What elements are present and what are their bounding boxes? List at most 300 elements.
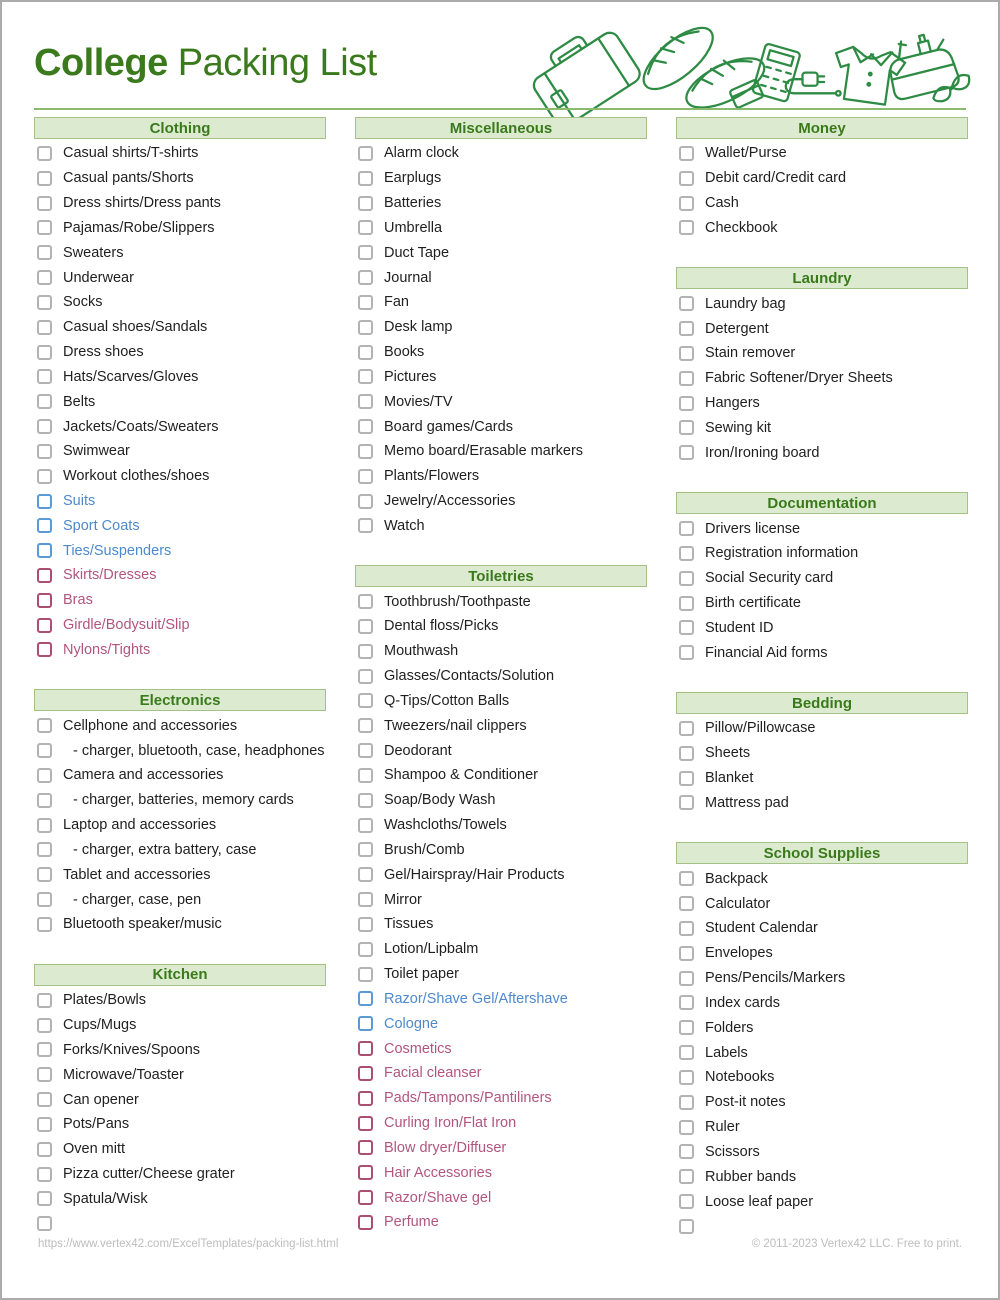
checkbox[interactable] — [358, 693, 373, 708]
section-items — [676, 516, 968, 665]
item-label: Lotion/Lipbalm — [384, 941, 479, 958]
item-label: Registration information — [705, 545, 859, 562]
checkbox[interactable] — [679, 721, 694, 736]
item-brush-comb — [355, 838, 647, 863]
checkbox[interactable] — [37, 295, 52, 310]
item-mattress-pad — [676, 791, 968, 816]
checkbox[interactable] — [358, 1215, 373, 1230]
checkbox[interactable] — [679, 1169, 694, 1184]
item-label: Board games/Cards — [384, 418, 513, 435]
checkbox[interactable] — [358, 644, 373, 659]
checkbox[interactable] — [358, 196, 373, 211]
item-label: Pizza cutter/Cheese grater — [63, 1166, 235, 1183]
item-label: Pots/Pans — [63, 1116, 130, 1133]
item-label: Social Security card — [705, 570, 834, 587]
section-header — [676, 692, 968, 714]
checkbox[interactable] — [358, 270, 373, 285]
item-label: Jackets/Coats/Sweaters — [63, 418, 219, 435]
item-label: Soap/Body Wash — [384, 792, 496, 809]
suitcase-icon — [523, 18, 643, 130]
item-sheets — [676, 741, 968, 766]
checkbox[interactable] — [37, 892, 52, 907]
item-label: Q-Tips/Cotton Balls — [384, 692, 510, 709]
item-lotion-lipbalm — [355, 937, 647, 962]
checkbox[interactable] — [358, 842, 373, 857]
checkbox[interactable] — [37, 518, 52, 533]
section-title: Money — [798, 119, 846, 137]
item-label: Ruler — [705, 1119, 740, 1136]
checkbox[interactable] — [679, 1120, 694, 1135]
item-label: - charger, bluetooth, case, headphones — [73, 742, 325, 759]
item-pictures — [355, 364, 647, 389]
item-casual-pants-shorts — [34, 166, 326, 191]
item-label: - charger, case, pen — [73, 891, 202, 908]
item-label: Backpack — [705, 870, 768, 887]
item-toothbrush-toothpaste — [355, 589, 647, 614]
checkbox[interactable] — [358, 818, 373, 833]
checkbox[interactable] — [37, 171, 52, 186]
item-label: - charger, extra battery, case — [73, 841, 257, 858]
item-label: Deodorant — [384, 742, 452, 759]
item-tissues — [355, 912, 647, 937]
item-calculator — [676, 891, 968, 916]
item-cups-mugs — [34, 1013, 326, 1038]
item-label: Microwave/Toaster — [63, 1066, 184, 1083]
item-label: Toilet paper — [384, 966, 459, 983]
item-sweaters — [34, 240, 326, 265]
checkbox[interactable] — [679, 795, 694, 810]
checkbox[interactable] — [679, 871, 694, 886]
section-items — [34, 988, 326, 1236]
column-3 — [676, 117, 968, 1266]
checkbox[interactable] — [358, 1165, 373, 1180]
checkbox[interactable] — [37, 993, 52, 1008]
item-label: Skirts/Dresses — [63, 567, 157, 584]
item-registration-information — [676, 541, 968, 566]
checkbox[interactable] — [679, 296, 694, 311]
checkbox[interactable] — [358, 295, 373, 310]
item-label: Brush/Comb — [384, 841, 465, 858]
checkbox[interactable] — [37, 1117, 52, 1132]
checkbox[interactable] — [37, 867, 52, 882]
section-title: Miscellaneous — [449, 119, 553, 137]
item-label: Folders — [705, 1019, 754, 1036]
section-header — [34, 689, 326, 711]
checkbox[interactable] — [679, 1194, 694, 1209]
item-spatula-wisk — [34, 1186, 326, 1211]
checkbox[interactable] — [37, 444, 52, 459]
checkbox[interactable] — [679, 1045, 694, 1060]
checkbox[interactable] — [37, 196, 52, 211]
checkbox[interactable] — [358, 146, 373, 161]
section-items — [34, 713, 326, 936]
section-header — [355, 565, 647, 587]
checkbox[interactable] — [358, 917, 373, 932]
checkbox[interactable] — [679, 921, 694, 936]
checkbox[interactable] — [679, 1070, 694, 1085]
section-header — [34, 117, 326, 139]
glasses-icon — [929, 73, 973, 104]
checkbox[interactable] — [37, 1092, 52, 1107]
copyright-text: © 2011-2023 Vertex42 LLC. Free to print. — [751, 1238, 962, 1250]
checkbox[interactable] — [679, 1219, 694, 1234]
checkbox[interactable] — [358, 594, 373, 609]
item-pizza-cutter-cheese-grater — [34, 1162, 326, 1187]
item-backpack — [676, 866, 968, 891]
item-charger-batteries-memory-cards — [34, 788, 326, 813]
checkbox[interactable] — [679, 645, 694, 660]
section-items — [676, 291, 968, 465]
checkbox[interactable] — [679, 971, 694, 986]
item-label: Desk lamp — [384, 319, 453, 336]
item-label: Notebooks — [705, 1069, 775, 1086]
checkbox[interactable] — [37, 220, 52, 235]
checkbox[interactable] — [37, 245, 52, 260]
checkbox[interactable] — [679, 521, 694, 536]
checkbox[interactable] — [37, 917, 52, 932]
checkbox[interactable] — [679, 220, 694, 235]
item-charger-extra-battery-case — [34, 838, 326, 863]
checkbox[interactable] — [37, 1216, 52, 1231]
item-watch — [355, 513, 647, 538]
item-label: Mouthwash — [384, 643, 459, 660]
checkbox[interactable] — [37, 345, 52, 360]
item-ties-suspenders — [34, 538, 326, 563]
item-label: Casual pants/Shorts — [63, 170, 194, 187]
item-label: Watch — [384, 517, 425, 534]
item-hats-scarves-gloves — [34, 364, 326, 389]
item-fan — [355, 290, 647, 315]
checkbox[interactable] — [358, 369, 373, 384]
column-2 — [355, 117, 647, 1262]
section-items — [34, 141, 326, 662]
item-camera-and-accessories — [34, 763, 326, 788]
item-label: Birth certificate — [705, 595, 801, 611]
checkbox[interactable] — [358, 320, 373, 335]
item-skirts-dresses — [34, 563, 326, 588]
checkbox[interactable] — [358, 494, 373, 509]
checkbox[interactable] — [358, 793, 373, 808]
checkbox[interactable] — [358, 867, 373, 882]
checkbox[interactable] — [679, 196, 694, 211]
item-label: Gel/Hairspray/Hair Products — [384, 866, 565, 883]
page-title — [34, 44, 377, 82]
checkbox[interactable] — [679, 571, 694, 586]
item-belts — [34, 389, 326, 414]
checkbox[interactable] — [37, 419, 52, 434]
item-plates-bowls — [34, 988, 326, 1013]
checkbox[interactable] — [358, 394, 373, 409]
item-ruler — [676, 1115, 968, 1140]
checkbox[interactable] — [37, 818, 52, 833]
checkbox[interactable] — [37, 743, 52, 758]
item-q-tips-cotton-balls — [355, 689, 647, 714]
checkbox[interactable] — [37, 768, 52, 783]
checkbox[interactable] — [37, 320, 52, 335]
checkbox[interactable] — [679, 396, 694, 411]
item-label: Washcloths/Towels — [384, 817, 507, 834]
item-label: Bras — [63, 592, 93, 609]
checkbox[interactable] — [358, 1190, 373, 1205]
item-label: Jewelry/Accessories — [384, 493, 516, 509]
item-memo-board-erasable-markers — [355, 439, 647, 464]
item-label: Labels — [705, 1044, 748, 1061]
item-label: Laundry bag — [705, 295, 786, 312]
item-label: Stain remover — [705, 345, 796, 362]
item-label: Envelopes — [705, 945, 773, 962]
checkbox[interactable] — [358, 1140, 373, 1155]
item-wallet-purse — [676, 141, 968, 166]
checkbox[interactable] — [679, 321, 694, 336]
item-oven-mitt — [34, 1137, 326, 1162]
item-label: Pictures — [384, 368, 437, 385]
checkbox[interactable] — [358, 768, 373, 783]
checkbox[interactable] — [679, 371, 694, 386]
item-label: Debit card/Credit card — [705, 170, 847, 187]
item-label: Can opener — [63, 1091, 139, 1108]
source-url-link[interactable]: https://www.vertex42.com/ExcelTemplates/packing-list.html — [38, 1238, 339, 1250]
checkbox[interactable] — [358, 619, 373, 634]
item-dress-shoes — [34, 340, 326, 365]
item-sport-coats — [34, 513, 326, 538]
checkbox[interactable] — [37, 469, 52, 484]
item-label: Hair Accessories — [384, 1164, 492, 1181]
checkbox[interactable] — [358, 1041, 373, 1056]
section-title: Kitchen — [152, 966, 208, 984]
item-financial-aid-forms — [676, 640, 968, 665]
checkbox[interactable] — [37, 793, 52, 808]
checkbox[interactable] — [358, 991, 373, 1006]
section-bedding — [676, 692, 968, 815]
item-label: Girdle/Bodysuit/Slip — [63, 617, 190, 634]
item-pillow-pillowcase — [676, 716, 968, 741]
section-documentation — [676, 492, 968, 665]
checkbox[interactable] — [358, 1066, 373, 1081]
item-label: Toothbrush/Toothpaste — [384, 593, 531, 610]
item-label: Glasses/Contacts/Solution — [384, 668, 555, 685]
item-label: Sport Coats — [63, 517, 140, 534]
checkbox[interactable] — [37, 494, 52, 509]
item-label: Nylons/Tights — [63, 641, 151, 658]
checkbox[interactable] — [358, 743, 373, 758]
checkbox[interactable] — [37, 618, 52, 633]
item-label: Pens/Pencils/Markers — [705, 970, 846, 987]
section-laundry — [676, 267, 968, 465]
item-label: Fan — [384, 294, 409, 311]
checkbox[interactable] — [679, 546, 694, 561]
checkbox[interactable] — [37, 842, 52, 857]
checkbox[interactable] — [37, 1042, 52, 1057]
checkbox[interactable] — [37, 593, 52, 608]
item-mouthwash — [355, 639, 647, 664]
item-toilet-paper — [355, 962, 647, 987]
section-title: School Supplies — [763, 844, 881, 862]
section-title: Toiletries — [468, 567, 534, 585]
checkbox[interactable] — [358, 718, 373, 733]
item-cash — [676, 191, 968, 216]
checkbox[interactable] — [358, 1016, 373, 1031]
sneaker-icon — [632, 15, 722, 99]
section-electronics — [34, 689, 326, 936]
item-deodorant — [355, 738, 647, 763]
item-dress-shirts-dress-pants — [34, 191, 326, 216]
item-label: Movies/TV — [384, 393, 453, 410]
item-label: Drivers license — [705, 520, 801, 537]
checkbox[interactable] — [358, 245, 373, 260]
checkbox[interactable] — [358, 967, 373, 982]
item-shampoo-conditioner — [355, 763, 647, 788]
item-student-calendar — [676, 916, 968, 941]
item-label: Journal — [384, 269, 432, 286]
checkbox[interactable] — [679, 946, 694, 961]
checkbox[interactable] — [679, 445, 694, 460]
checkbox[interactable] — [37, 1067, 52, 1082]
item-dental-floss-picks — [355, 614, 647, 639]
checkbox[interactable] — [37, 369, 52, 384]
checkbox[interactable] — [679, 620, 694, 635]
item-casual-shoes-sandals — [34, 315, 326, 340]
item-label: Earplugs — [384, 170, 442, 187]
item-pots-pans — [34, 1112, 326, 1137]
section-header — [34, 964, 326, 986]
checkbox[interactable] — [358, 669, 373, 684]
checkbox[interactable] — [358, 444, 373, 459]
checkbox[interactable] — [358, 171, 373, 186]
checkbox[interactable] — [679, 1020, 694, 1035]
section-items — [676, 141, 968, 240]
checkbox[interactable] — [37, 1142, 52, 1157]
checkbox[interactable] — [679, 1095, 694, 1110]
item-post-it-notes — [676, 1090, 968, 1115]
item-label: Umbrella — [384, 219, 443, 236]
checkbox[interactable] — [679, 420, 694, 435]
item-jackets-coats-sweaters — [34, 414, 326, 439]
checkbox[interactable] — [358, 1116, 373, 1131]
item-soap-body-wash — [355, 788, 647, 813]
item-perfume — [355, 1210, 647, 1235]
item-label: Laptop and accessories — [63, 817, 217, 834]
item-charger-bluetooth-case-headphones — [34, 738, 326, 763]
section-header — [676, 492, 968, 514]
checkbox[interactable] — [37, 568, 52, 583]
item-label: Calculator — [705, 895, 771, 912]
checkbox[interactable] — [358, 1091, 373, 1106]
item-label: Oven mitt — [63, 1141, 126, 1158]
section-title: Documentation — [767, 494, 877, 512]
checkbox[interactable] — [358, 518, 373, 533]
item-label: Plates/Bowls — [63, 992, 147, 1009]
checkbox[interactable] — [37, 543, 52, 558]
checkbox[interactable] — [679, 746, 694, 761]
page-title-college: College — [34, 42, 168, 84]
item-microwave-toaster — [34, 1062, 326, 1087]
header-divider — [34, 108, 966, 110]
item-label: Books — [384, 344, 425, 361]
item-pajamas-robe-slippers — [34, 215, 326, 240]
item-label: Dress shoes — [63, 344, 144, 361]
checkbox[interactable] — [679, 346, 694, 361]
item-label: Wallet/Purse — [705, 145, 787, 162]
checklist-columns — [34, 117, 968, 1266]
item-empty — [676, 1214, 968, 1239]
item-label: Underwear — [63, 269, 134, 286]
checkbox[interactable] — [37, 642, 52, 657]
checkbox[interactable] — [358, 942, 373, 957]
item-duct-tape — [355, 240, 647, 265]
checkbox[interactable] — [37, 1018, 52, 1033]
item-pads-tampons-pantiliners — [355, 1086, 647, 1111]
item-label: Memo board/Erasable markers — [384, 443, 584, 460]
checkbox[interactable] — [358, 220, 373, 235]
item-desk-lamp — [355, 315, 647, 340]
checkbox[interactable] — [37, 146, 52, 161]
checkbox[interactable] — [679, 771, 694, 786]
checkbox[interactable] — [679, 995, 694, 1010]
item-stain-remover — [676, 341, 968, 366]
checkbox[interactable] — [37, 394, 52, 409]
item-movies-tv — [355, 389, 647, 414]
section-miscellaneous — [355, 117, 647, 538]
item-pens-pencils-markers — [676, 966, 968, 991]
section-title: Laundry — [792, 269, 852, 287]
section-header — [676, 842, 968, 864]
item-label: Sewing kit — [705, 419, 772, 436]
checkbox[interactable] — [679, 146, 694, 161]
item-label: Spatula/Wisk — [63, 1190, 148, 1207]
checkbox[interactable] — [679, 171, 694, 186]
item-label: Pajamas/Robe/Slippers — [63, 219, 215, 236]
checkbox[interactable] — [37, 1191, 52, 1206]
checkbox[interactable] — [679, 596, 694, 611]
item-label: Financial Aid forms — [705, 644, 828, 661]
checkbox[interactable] — [37, 718, 52, 733]
item-label: Dress shirts/Dress pants — [63, 195, 221, 212]
item-socks — [34, 290, 326, 315]
item-label: Casual shirts/T-shirts — [63, 145, 199, 162]
item-rubber-bands — [676, 1164, 968, 1189]
item-blanket — [676, 766, 968, 791]
section-kitchen — [34, 964, 326, 1236]
checkbox[interactable] — [358, 469, 373, 484]
checkbox[interactable] — [679, 1144, 694, 1159]
item-bras — [34, 588, 326, 613]
item-label: Curling Iron/Flat Iron — [384, 1115, 517, 1132]
section-toiletries — [355, 565, 647, 1235]
checkbox[interactable] — [37, 270, 52, 285]
item-glasses-contacts-solution — [355, 664, 647, 689]
item-blow-dryer-diffuser — [355, 1135, 647, 1160]
checkbox[interactable] — [358, 892, 373, 907]
item-suits — [34, 489, 326, 514]
item-umbrella — [355, 215, 647, 240]
item-label: Suits — [63, 493, 96, 509]
checkbox[interactable] — [37, 1167, 52, 1182]
item-label: Cellphone and accessories — [63, 717, 238, 734]
checkbox[interactable] — [358, 419, 373, 434]
item-detergent — [676, 316, 968, 341]
item-label: Duct Tape — [384, 244, 450, 261]
item-label: Perfume — [384, 1214, 439, 1231]
item-laundry-bag — [676, 291, 968, 316]
section-clothing — [34, 117, 326, 662]
item-label: Workout clothes/shoes — [63, 468, 210, 485]
item-label: Detergent — [705, 320, 769, 337]
checkbox[interactable] — [679, 896, 694, 911]
item-label: Belts — [63, 393, 96, 410]
checkbox[interactable] — [358, 345, 373, 360]
item-curling-iron-flat-iron — [355, 1111, 647, 1136]
item-iron-ironing-board — [676, 440, 968, 465]
